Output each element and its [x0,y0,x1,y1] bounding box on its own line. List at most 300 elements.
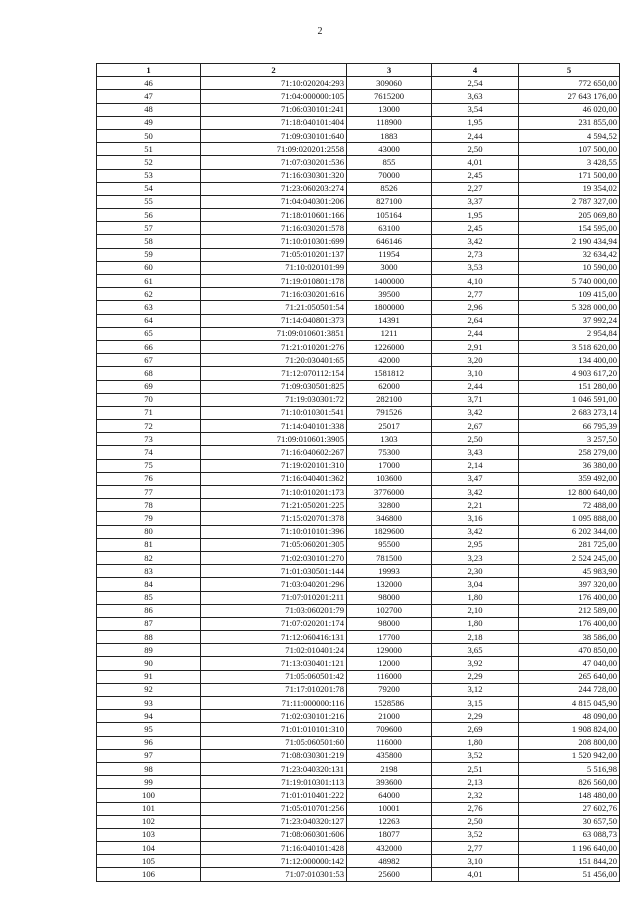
table-row [97,842,620,855]
table-row [97,723,620,736]
area-cell: 48982 [347,855,432,868]
rate-cell: 3,54 [432,103,519,116]
table-row [97,710,620,723]
cadastral-number-cell: 71:10:010201:173 [201,486,347,499]
row-number-cell: 77 [97,486,201,499]
cadastral-number-cell: 71:23:040320:127 [201,815,347,828]
value-cell: 244 728,00 [519,683,620,696]
row-number-cell: 62 [97,288,201,301]
cadastral-number-cell: 71:19:020101:310 [201,459,347,472]
table-row [97,222,620,235]
row-number-cell: 84 [97,578,201,591]
table-row [97,776,620,789]
row-number-cell: 64 [97,314,201,327]
rate-cell: 3,20 [432,354,519,367]
rate-cell: 3,42 [432,486,519,499]
area-cell: 42000 [347,354,432,367]
row-number-cell: 70 [97,393,201,406]
table-row [97,749,620,762]
rate-cell: 3,10 [432,367,519,380]
value-cell: 2 954,84 [519,327,620,340]
table-row [97,182,620,195]
row-number-cell: 49 [97,116,201,129]
rate-cell: 1,95 [432,209,519,222]
cadastral-number-cell: 71:09:020201:2558 [201,143,347,156]
area-cell: 1303 [347,433,432,446]
table-row [97,736,620,749]
cadastral-number-cell: 71:21:050201:225 [201,499,347,512]
row-number-cell: 96 [97,736,201,749]
cadastral-number-cell: 71:15:020701:378 [201,512,347,525]
cadastral-number-cell: 71:12:000000:142 [201,855,347,868]
table-row [97,617,620,630]
value-cell: 212 589,00 [519,604,620,617]
rate-cell: 2,50 [432,815,519,828]
area-cell: 129000 [347,644,432,657]
row-number-cell: 99 [97,776,201,789]
row-number-cell: 71 [97,406,201,419]
value-cell: 37 992,24 [519,314,620,327]
cadastral-number-cell: 71:19:010301:113 [201,776,347,789]
table-row [97,143,620,156]
value-cell: 208 800,00 [519,736,620,749]
value-cell: 1 046 591,00 [519,393,620,406]
area-cell: 346800 [347,512,432,525]
area-cell: 25017 [347,420,432,433]
table-row [97,446,620,459]
area-cell: 13000 [347,103,432,116]
area-cell: 432000 [347,842,432,855]
table-row [97,327,620,340]
area-cell: 827100 [347,195,432,208]
cadastral-number-cell: 71:02:030101:270 [201,551,347,564]
row-number-cell: 103 [97,828,201,841]
rate-cell: 2,77 [432,842,519,855]
area-cell: 19993 [347,565,432,578]
table-row [97,103,620,116]
rate-cell: 4,10 [432,275,519,288]
value-cell: 66 795,39 [519,420,620,433]
cadastral-number-cell: 71:18:040101:404 [201,116,347,129]
rate-cell: 2,13 [432,776,519,789]
row-number-cell: 57 [97,222,201,235]
value-cell: 1 196 640,00 [519,842,620,855]
row-number-cell: 67 [97,354,201,367]
area-cell: 118900 [347,116,432,129]
table-row [97,288,620,301]
area-cell: 43000 [347,143,432,156]
rate-cell: 2,29 [432,670,519,683]
column-header: 1 [97,64,201,77]
table-header-row [97,64,620,77]
area-cell: 3776000 [347,486,432,499]
cadastral-number-cell: 71:13:030401:121 [201,657,347,670]
rate-cell: 3,52 [432,828,519,841]
rate-cell: 3,10 [432,855,519,868]
table-row [97,697,620,710]
area-cell: 282100 [347,393,432,406]
row-number-cell: 86 [97,604,201,617]
rate-cell: 2,44 [432,327,519,340]
table-row [97,248,620,261]
row-number-cell: 51 [97,143,201,156]
area-cell: 1800000 [347,301,432,314]
cadastral-number-cell: 71:14:040801:373 [201,314,347,327]
area-cell: 10001 [347,802,432,815]
rate-cell: 2,54 [432,77,519,90]
row-number-cell: 100 [97,789,201,802]
rate-cell: 2,45 [432,169,519,182]
row-number-cell: 50 [97,129,201,142]
row-number-cell: 87 [97,617,201,630]
area-cell: 17700 [347,631,432,644]
value-cell: 151 280,00 [519,380,620,393]
table-row [97,762,620,775]
cadastral-number-cell: 71:19:010801:178 [201,275,347,288]
row-number-cell: 78 [97,499,201,512]
cadastral-number-cell: 71:05:060201:305 [201,538,347,551]
row-number-cell: 68 [97,367,201,380]
column-header: 3 [347,64,432,77]
rate-cell: 2,69 [432,723,519,736]
row-number-cell: 101 [97,802,201,815]
area-cell: 75300 [347,446,432,459]
value-cell: 5 328 000,00 [519,301,620,314]
cadastral-number-cell: 71:10:020101:99 [201,261,347,274]
area-cell: 18077 [347,828,432,841]
table-row [97,828,620,841]
cadastral-number-cell: 71:02:030101:216 [201,710,347,723]
row-number-cell: 47 [97,90,201,103]
value-cell: 109 415,00 [519,288,620,301]
value-cell: 2 683 273,14 [519,406,620,419]
value-cell: 4 815 045,90 [519,697,620,710]
value-cell: 32 634,42 [519,248,620,261]
rate-cell: 3,52 [432,749,519,762]
rate-cell: 2,44 [432,380,519,393]
value-cell: 4 903 617,20 [519,367,620,380]
cadastral-number-cell: 71:08:030301:219 [201,749,347,762]
rate-cell: 3,04 [432,578,519,591]
area-cell: 21000 [347,710,432,723]
row-number-cell: 81 [97,538,201,551]
value-cell: 36 380,00 [519,459,620,472]
area-cell: 7615200 [347,90,432,103]
area-cell: 25600 [347,868,432,881]
row-number-cell: 80 [97,525,201,538]
table-row [97,789,620,802]
cadastral-number-cell: 71:09:030501:825 [201,380,347,393]
row-number-cell: 55 [97,195,201,208]
table-row [97,301,620,314]
area-cell: 1211 [347,327,432,340]
area-cell: 1829600 [347,525,432,538]
cadastral-number-cell: 71:16:030201:578 [201,222,347,235]
row-number-cell: 90 [97,657,201,670]
row-number-cell: 83 [97,565,201,578]
rate-cell: 2,18 [432,631,519,644]
row-number-cell: 97 [97,749,201,762]
cadastral-number-cell: 71:05:060501:42 [201,670,347,683]
table-row [97,512,620,525]
rate-cell: 1,80 [432,736,519,749]
table-row [97,565,620,578]
table-row [97,433,620,446]
cadastral-number-cell: 71:18:010601:166 [201,209,347,222]
area-cell: 1883 [347,129,432,142]
cadastral-number-cell: 71:16:030301:320 [201,169,347,182]
row-number-cell: 106 [97,868,201,881]
table-row [97,235,620,248]
rate-cell: 2,14 [432,459,519,472]
rate-cell: 3,16 [432,512,519,525]
row-number-cell: 88 [97,631,201,644]
area-cell: 32800 [347,499,432,512]
rate-cell: 2,44 [432,129,519,142]
cadastral-number-cell: 71:05:010201:137 [201,248,347,261]
value-cell: 63 088,73 [519,828,620,841]
value-cell: 72 488,00 [519,499,620,512]
row-number-cell: 59 [97,248,201,261]
area-cell: 98000 [347,591,432,604]
rate-cell: 2,77 [432,288,519,301]
value-cell: 38 586,00 [519,631,620,644]
value-cell: 134 400,00 [519,354,620,367]
cadastral-number-cell: 71:12:060416:131 [201,631,347,644]
table-row [97,644,620,657]
value-cell: 2 190 434,94 [519,235,620,248]
area-cell: 11954 [347,248,432,261]
rate-cell: 2,27 [432,182,519,195]
column-header: 5 [519,64,620,77]
row-number-cell: 58 [97,235,201,248]
value-cell: 258 279,00 [519,446,620,459]
rate-cell: 3,23 [432,551,519,564]
cadastral-number-cell: 71:16:040401:362 [201,472,347,485]
table-row [97,683,620,696]
area-cell: 709600 [347,723,432,736]
cadastral-number-cell: 71:06:030101:241 [201,103,347,116]
rate-cell: 2,76 [432,802,519,815]
rate-cell: 3,92 [432,657,519,670]
area-cell: 435800 [347,749,432,762]
area-cell: 64000 [347,789,432,802]
value-cell: 46 020,00 [519,103,620,116]
table-row [97,275,620,288]
table-row [97,195,620,208]
area-cell: 17000 [347,459,432,472]
row-number-cell: 94 [97,710,201,723]
cadastral-number-cell: 71:23:040320:131 [201,762,347,775]
cadastral-number-cell: 71:19:030301:72 [201,393,347,406]
value-cell: 1 095 888,00 [519,512,620,525]
row-number-cell: 54 [97,182,201,195]
value-cell: 12 800 640,00 [519,486,620,499]
value-cell: 154 595,00 [519,222,620,235]
cadastral-number-cell: 71:07:010301:53 [201,868,347,881]
page-number: 2 [317,26,323,37]
table-row [97,261,620,274]
table-row [97,314,620,327]
value-cell: 171 500,00 [519,169,620,182]
area-cell: 12263 [347,815,432,828]
table-row [97,406,620,419]
row-number-cell: 48 [97,103,201,116]
area-cell: 98000 [347,617,432,630]
row-number-cell: 82 [97,551,201,564]
cadastral-number-cell: 71:14:040101:338 [201,420,347,433]
cadastral-number-cell: 71:07:030201:536 [201,156,347,169]
cadastral-number-cell: 71:09:010601:3905 [201,433,347,446]
row-number-cell: 105 [97,855,201,868]
area-cell: 62000 [347,380,432,393]
area-cell: 105164 [347,209,432,222]
rate-cell: 2,95 [432,538,519,551]
value-cell: 176 400,00 [519,617,620,630]
value-cell: 2 524 245,00 [519,551,620,564]
table-row [97,209,620,222]
row-number-cell: 104 [97,842,201,855]
value-cell: 47 040,00 [519,657,620,670]
area-cell: 3000 [347,261,432,274]
value-cell: 176 400,00 [519,591,620,604]
cadastral-number-cell: 71:04:000000:105 [201,90,347,103]
cadastral-number-cell: 71:10:010301:699 [201,235,347,248]
table-row [97,538,620,551]
value-cell: 772 650,00 [519,77,620,90]
value-cell: 48 090,00 [519,710,620,723]
row-number-cell: 46 [97,77,201,90]
rate-cell: 2,64 [432,314,519,327]
area-cell: 781500 [347,551,432,564]
table-row [97,868,620,881]
area-cell: 95500 [347,538,432,551]
row-number-cell: 75 [97,459,201,472]
value-cell: 30 657,50 [519,815,620,828]
table-row [97,855,620,868]
row-number-cell: 85 [97,591,201,604]
table-row [97,578,620,591]
table-row [97,367,620,380]
row-number-cell: 66 [97,340,201,353]
cadastral-number-cell: 71:21:010201:276 [201,340,347,353]
table-row [97,551,620,564]
table-row [97,420,620,433]
rate-cell: 2,67 [432,420,519,433]
table-row [97,77,620,90]
value-cell: 2 787 327,00 [519,195,620,208]
value-cell: 231 855,00 [519,116,620,129]
value-cell: 151 844,20 [519,855,620,868]
value-cell: 359 492,00 [519,472,620,485]
table-row [97,116,620,129]
row-number-cell: 60 [97,261,201,274]
row-number-cell: 53 [97,169,201,182]
area-cell: 855 [347,156,432,169]
rate-cell: 2,29 [432,710,519,723]
rate-cell: 3,71 [432,393,519,406]
area-cell: 39500 [347,288,432,301]
table-row [97,499,620,512]
value-cell: 1 908 824,00 [519,723,620,736]
row-number-cell: 95 [97,723,201,736]
table-row [97,815,620,828]
area-cell: 2198 [347,762,432,775]
value-cell: 1 520 942,00 [519,749,620,762]
column-header: 4 [432,64,519,77]
row-number-cell: 61 [97,275,201,288]
area-cell: 309060 [347,77,432,90]
table-row [97,604,620,617]
area-cell: 1581812 [347,367,432,380]
value-cell: 4 594,52 [519,129,620,142]
row-number-cell: 69 [97,380,201,393]
area-cell: 116000 [347,736,432,749]
rate-cell: 3,47 [432,472,519,485]
cadastral-number-cell: 71:05:010701:256 [201,802,347,815]
value-cell: 107 500,00 [519,143,620,156]
value-cell: 3 518 620,00 [519,340,620,353]
rate-cell: 2,45 [432,222,519,235]
rate-cell: 3,42 [432,235,519,248]
value-cell: 281 725,00 [519,538,620,551]
cadastral-number-cell: 71:05:060501:60 [201,736,347,749]
rate-cell: 3,63 [432,90,519,103]
value-cell: 3 428,55 [519,156,620,169]
value-cell: 205 069,80 [519,209,620,222]
rate-cell: 4,01 [432,156,519,169]
cadastral-number-cell: 71:16:040602:267 [201,446,347,459]
cadastral-number-cell: 71:07:020201:174 [201,617,347,630]
rate-cell: 3,42 [432,525,519,538]
column-header: 2 [201,64,347,77]
value-cell: 470 850,00 [519,644,620,657]
area-cell: 116000 [347,670,432,683]
row-number-cell: 73 [97,433,201,446]
row-number-cell: 92 [97,683,201,696]
table-row [97,354,620,367]
rate-cell: 2,96 [432,301,519,314]
cadastral-number-cell: 71:01:010101:310 [201,723,347,736]
value-cell: 397 320,00 [519,578,620,591]
area-cell: 1226000 [347,340,432,353]
value-cell: 6 202 344,00 [519,525,620,538]
cadastral-number-cell: 71:11:000000:116 [201,697,347,710]
rate-cell: 2,32 [432,789,519,802]
rate-cell: 4,01 [432,868,519,881]
rate-cell: 3,53 [432,261,519,274]
rate-cell: 2,91 [432,340,519,353]
row-number-cell: 65 [97,327,201,340]
table-row [97,90,620,103]
rate-cell: 3,65 [432,644,519,657]
row-number-cell: 98 [97,762,201,775]
row-number-cell: 89 [97,644,201,657]
area-cell: 79200 [347,683,432,696]
rate-cell: 1,95 [432,116,519,129]
rate-cell: 2,50 [432,433,519,446]
row-number-cell: 93 [97,697,201,710]
table-row [97,657,620,670]
rate-cell: 2,50 [432,143,519,156]
cadastral-number-cell: 71:10:010301:541 [201,406,347,419]
row-number-cell: 72 [97,420,201,433]
table-row [97,631,620,644]
table-row [97,380,620,393]
row-number-cell: 52 [97,156,201,169]
area-cell: 791526 [347,406,432,419]
table-row [97,591,620,604]
